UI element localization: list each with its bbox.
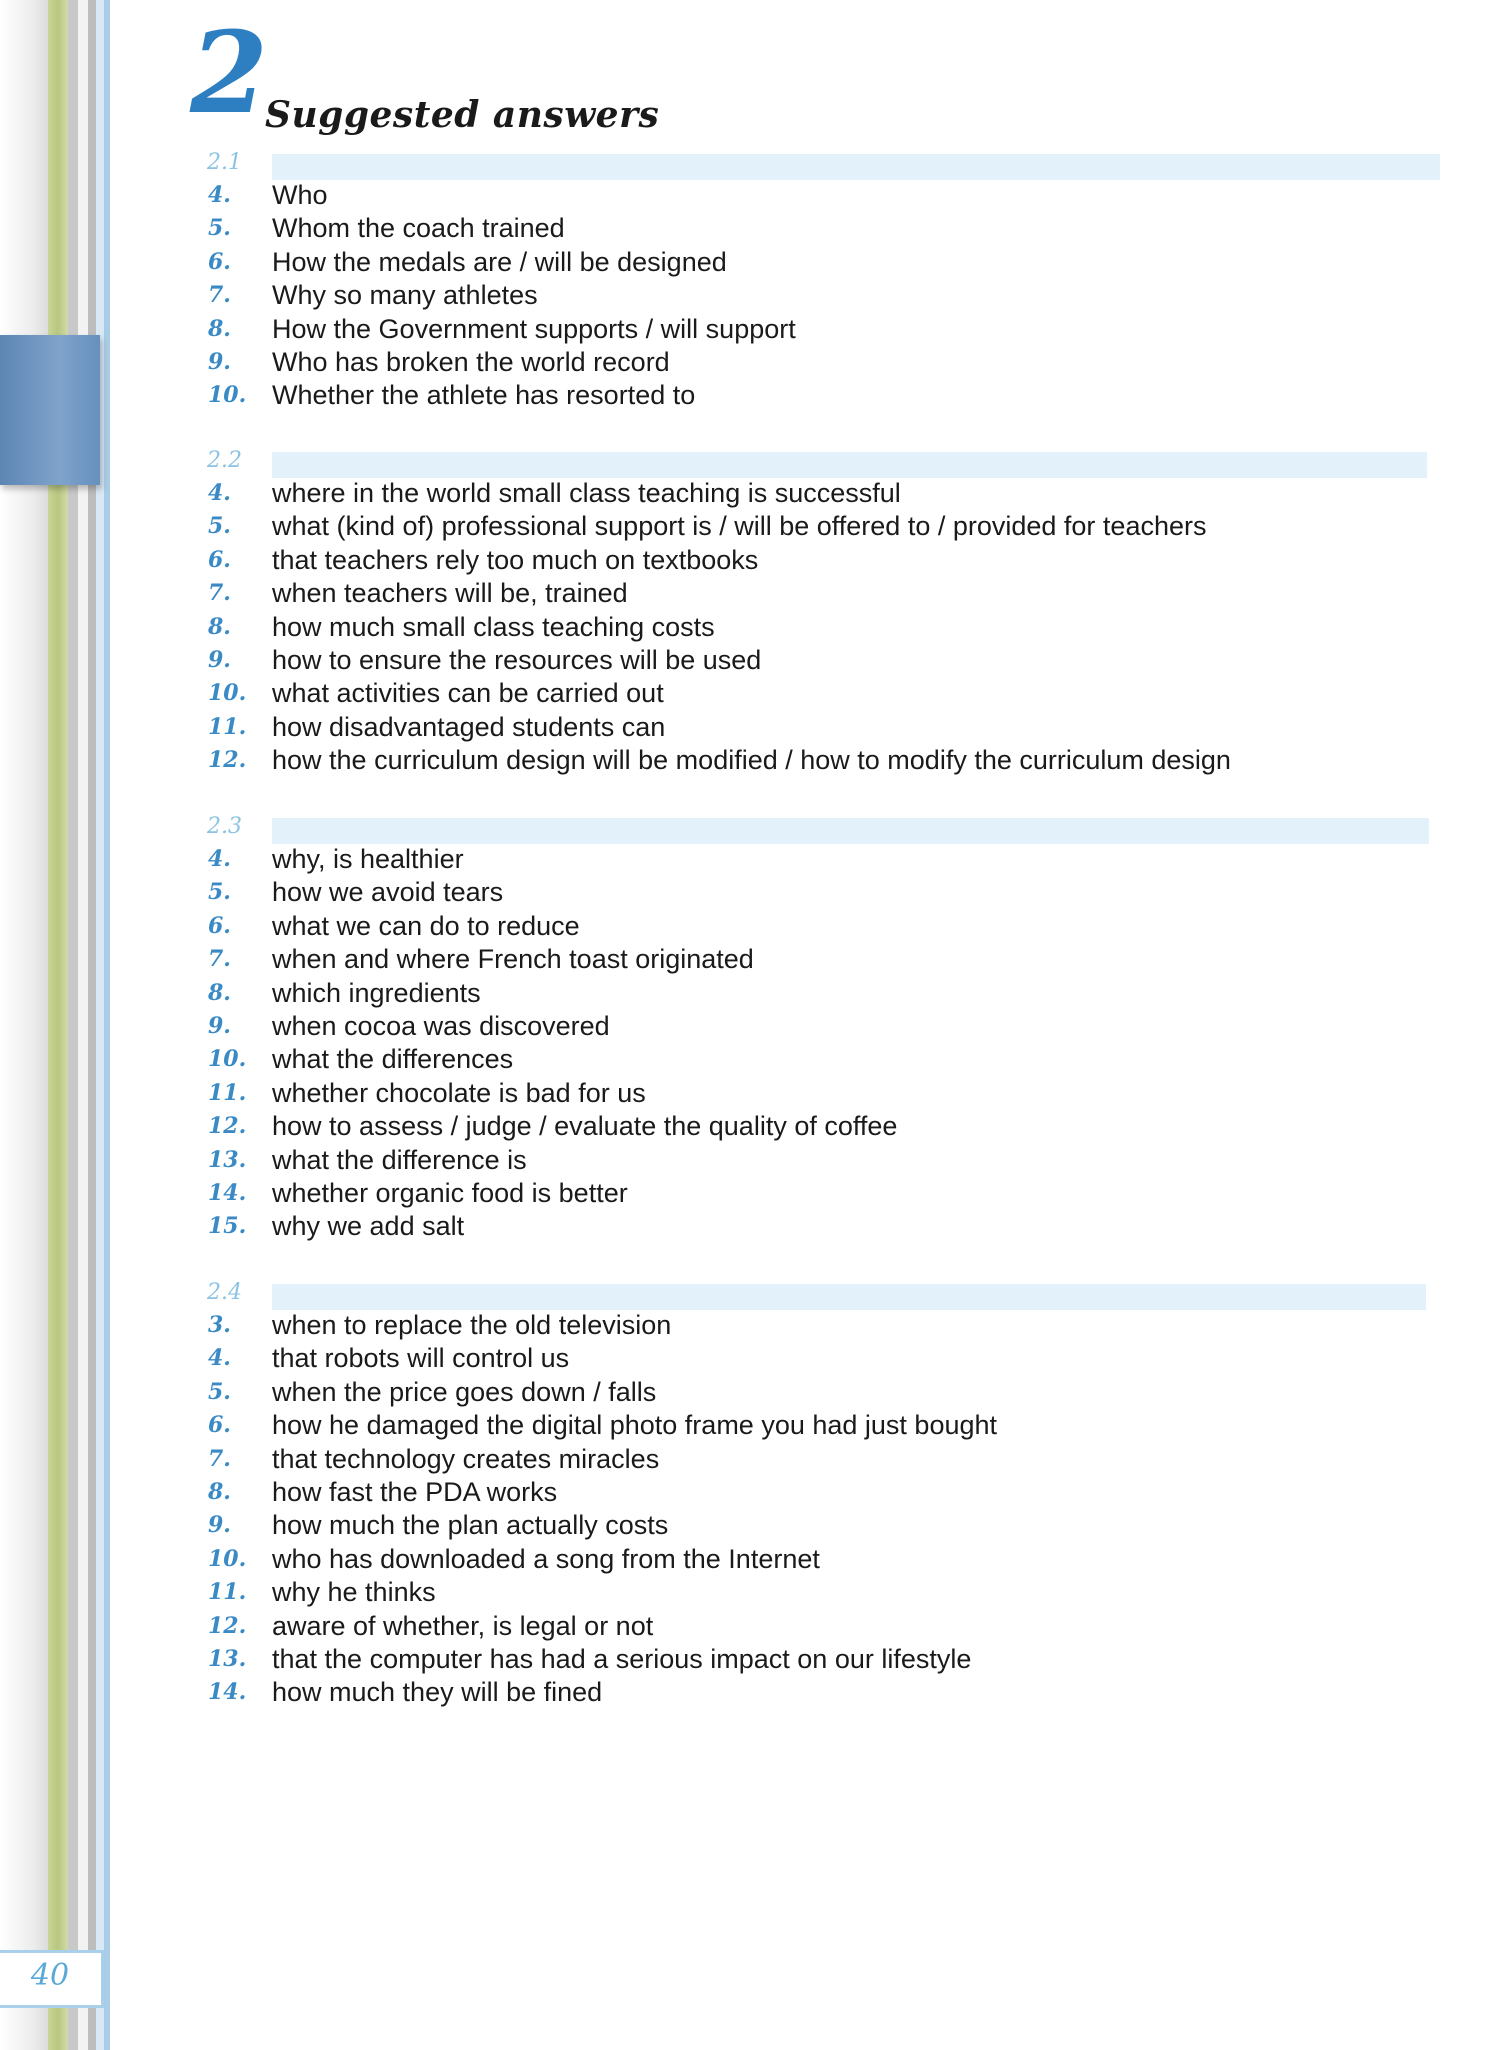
item-number: 7. xyxy=(208,946,231,973)
answer-text: that robots will control us xyxy=(272,1343,570,1374)
item-number: 9. xyxy=(208,348,231,375)
answer-text: how he damaged the digital photo frame you had just bought xyxy=(272,1410,998,1441)
item-number: 7. xyxy=(208,282,231,309)
item-number: 11. xyxy=(208,713,247,740)
answer-text: what we can do to reduce xyxy=(272,910,580,941)
section-header-bar xyxy=(272,154,1440,180)
item-number: 10. xyxy=(208,382,247,409)
answer-text: how to ensure the resources will be used xyxy=(272,644,762,675)
item-number: 5. xyxy=(208,879,231,906)
section-label: 2.1 xyxy=(207,150,242,175)
answer-text: how the curriculum design will be modified / how to modify the curriculum design xyxy=(272,745,1231,776)
answer-text: Who has broken the world record xyxy=(272,346,670,377)
section-header-bar xyxy=(272,818,1429,844)
answer-text: why we add salt xyxy=(272,1211,465,1242)
answer-text: when cocoa was discovered xyxy=(272,1010,610,1041)
item-number: 10. xyxy=(208,680,247,707)
item-number: 10. xyxy=(208,1046,247,1073)
item-number: 4. xyxy=(208,846,231,872)
answer-text: when to replace the old television xyxy=(272,1310,672,1340)
section-label: 2.3 xyxy=(207,814,242,839)
item-number: 5. xyxy=(208,215,231,242)
answer-text: what activities can be carried out xyxy=(272,678,664,709)
item-number: 10. xyxy=(208,1545,247,1572)
item-number: 7. xyxy=(208,1445,231,1472)
answer-text: How the medals are / will be designed xyxy=(272,246,727,277)
page-title: Suggested answers xyxy=(265,94,660,136)
item-number: 9. xyxy=(208,1012,231,1039)
item-number: 3. xyxy=(208,1312,231,1338)
answer-text: when the price goes down / falls xyxy=(272,1376,657,1407)
answer-text: Why so many athletes xyxy=(272,280,538,311)
answer-text: whether chocolate is bad for us xyxy=(272,1077,646,1108)
item-number: 4. xyxy=(208,480,231,506)
answer-text: why he thinks xyxy=(272,1577,436,1608)
answer-text: how we avoid tears xyxy=(272,877,504,908)
answer-text: how fast the PDA works xyxy=(272,1476,558,1507)
border-stripe xyxy=(78,0,88,2050)
page-number: 40 xyxy=(30,1958,70,1993)
answer-text: that technology creates miracles xyxy=(272,1443,660,1474)
border-stripe xyxy=(48,0,68,2050)
border-stripe xyxy=(88,0,96,2050)
item-number: 6. xyxy=(208,546,231,573)
item-number: 6. xyxy=(208,912,231,939)
item-number: 15. xyxy=(208,1213,247,1240)
answer-text: where in the world small class teaching is successful xyxy=(272,478,901,508)
item-number: 4. xyxy=(208,1345,231,1372)
answer-text: aware of whether, is legal or not xyxy=(272,1610,654,1641)
border-stripe xyxy=(104,0,110,2050)
border-stripe xyxy=(68,0,78,2050)
border-stripe xyxy=(0,0,48,2050)
answer-text: which ingredients xyxy=(272,977,481,1008)
item-number: 13. xyxy=(208,1645,247,1672)
answer-text: that teachers rely too much on textbooks xyxy=(272,544,759,575)
answer-text: how much they will be fined xyxy=(272,1677,603,1708)
answer-text: whether organic food is better xyxy=(272,1177,628,1208)
item-number: 7. xyxy=(208,580,231,607)
item-number: 11. xyxy=(208,1079,247,1106)
item-number: 8. xyxy=(208,315,231,342)
item-number: 8. xyxy=(208,613,231,640)
answer-text: that the computer has had a serious impact on our lifestyle xyxy=(272,1643,972,1674)
left-decorative-border xyxy=(0,0,112,2050)
item-number: 6. xyxy=(208,248,231,275)
answer-text: Whom the coach trained xyxy=(272,213,565,244)
item-number: 12. xyxy=(208,1113,247,1140)
item-number: 4. xyxy=(208,182,231,208)
answer-text: when teachers will be, trained xyxy=(272,578,628,609)
item-number: 5. xyxy=(208,513,231,540)
answer-text: why, is healthier xyxy=(272,844,464,874)
item-number: 9. xyxy=(208,1512,231,1539)
answer-text: How the Government supports / will support xyxy=(272,313,796,344)
item-number: 5. xyxy=(208,1378,231,1405)
chapter-number: 2 xyxy=(190,8,268,139)
item-number: 12. xyxy=(208,747,247,774)
answer-text: who has downloaded a song from the Internet xyxy=(272,1543,820,1574)
answer-text: Whether the athlete has resorted to xyxy=(272,380,696,411)
section-label: 2.4 xyxy=(207,1280,242,1305)
answer-text: what (kind of) professional support is / will be offered to / provided for teachers xyxy=(272,511,1207,542)
section-header-bar xyxy=(272,452,1427,478)
item-number: 13. xyxy=(208,1146,247,1173)
item-number: 8. xyxy=(208,1478,231,1505)
item-number: 8. xyxy=(208,979,231,1006)
answer-text: how much the plan actually costs xyxy=(272,1510,669,1541)
answer-text: what the difference is xyxy=(272,1144,527,1175)
item-number: 6. xyxy=(208,1412,231,1439)
answer-text: how disadvantaged students can xyxy=(272,711,666,742)
item-number: 14. xyxy=(208,1679,247,1706)
border-stripe xyxy=(96,0,104,2050)
answer-text: how to assess / judge / evaluate the quality of coffee xyxy=(272,1111,898,1142)
section-label: 2.2 xyxy=(207,448,242,473)
answer-text: what the differences xyxy=(272,1044,514,1075)
answer-text: when and where French toast originated xyxy=(272,944,754,975)
item-number: 12. xyxy=(208,1612,247,1639)
section-header-bar xyxy=(272,1284,1426,1310)
chapter-tab xyxy=(0,335,100,485)
item-number: 9. xyxy=(208,646,231,673)
item-number: 11. xyxy=(208,1579,247,1606)
item-number: 14. xyxy=(208,1179,247,1206)
answer-text: how much small class teaching costs xyxy=(272,611,715,642)
answer-text: Who xyxy=(272,180,328,210)
